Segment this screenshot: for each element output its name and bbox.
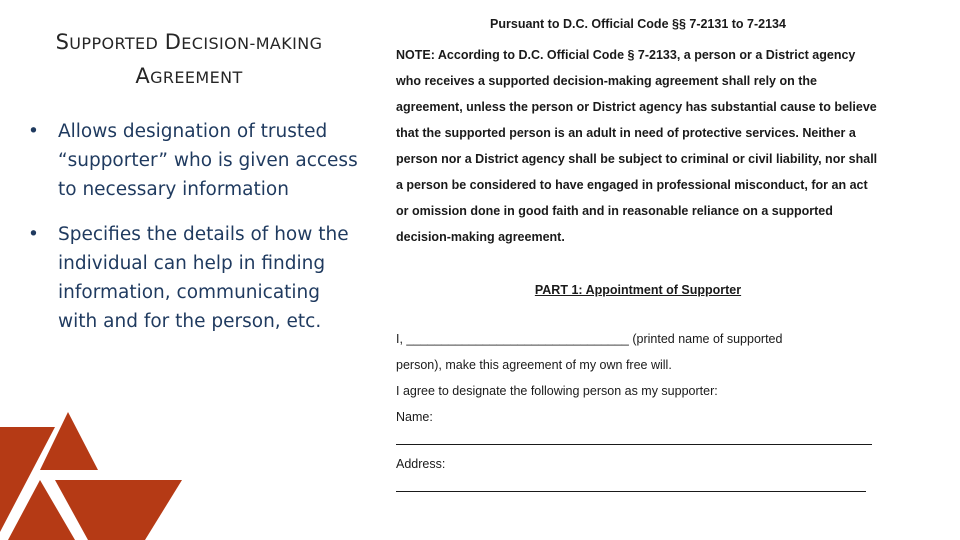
title-word-agreement: GREEMENT <box>150 68 243 87</box>
deco-parallelogram-right <box>55 480 182 540</box>
slide-title-line-2 <box>18 60 360 94</box>
bullet-text: Specifies the details of how the individual can help in finding information, communicating with and for the person, etc. <box>58 224 349 332</box>
document-line-free-will: person), make this agreement of my own free will. <box>396 358 672 372</box>
document-address-label: Address: <box>396 457 446 471</box>
bullet-dot-icon: • <box>28 224 39 245</box>
document-address-blank <box>396 477 866 492</box>
title-word-supported: UPPORTED <box>69 34 159 53</box>
title-word-decision-making: ECISION-MAKING <box>181 34 323 53</box>
document-image <box>388 12 888 527</box>
title-initial-d: D <box>164 30 182 54</box>
bullet-item <box>28 117 358 204</box>
slide-title <box>18 26 360 94</box>
bullet-dot-icon: • <box>28 121 39 142</box>
document-name-label: Name: <box>396 410 433 424</box>
slide-title-line-1 <box>18 26 360 60</box>
bullet-item <box>28 220 358 336</box>
document-line-printed-name: I, ________________________________ (printed name of supported <box>396 332 783 346</box>
title-initial-a: A <box>135 64 151 88</box>
document-line-designate: I agree to designate the following person as my supporter: <box>396 384 718 398</box>
document-note: NOTE: According to D.C. Official Code § 7-2133, a person or a District agency who receives a supported decision-making agreement shall rely on the agreement, unless the person or District agency has substantial cause to believe that the supported person is an adult in need of protective services. Neither a person nor a District agency shall be subject to criminal or civil liability, nor shall a person be considered to have engaged in professional misconduct, for an act or omission done in good faith and in reasonable reliance on a supported decision-making agreement. <box>396 48 878 244</box>
decorative-triangles-graphic <box>0 412 190 540</box>
document-part-title: PART 1: Appointment of Supporter <box>534 283 742 297</box>
bullet-list <box>28 117 358 352</box>
document-header: Pursuant to D.C. Official Code §§ 7-2131 to 7-2134 <box>490 17 786 31</box>
bullet-text: Allows designation of trusted “supporter” who is given access to necessary information <box>58 121 358 200</box>
deco-triangle-top <box>40 412 98 470</box>
title-initial-s: S <box>55 30 70 54</box>
document-name-blank <box>396 430 872 445</box>
